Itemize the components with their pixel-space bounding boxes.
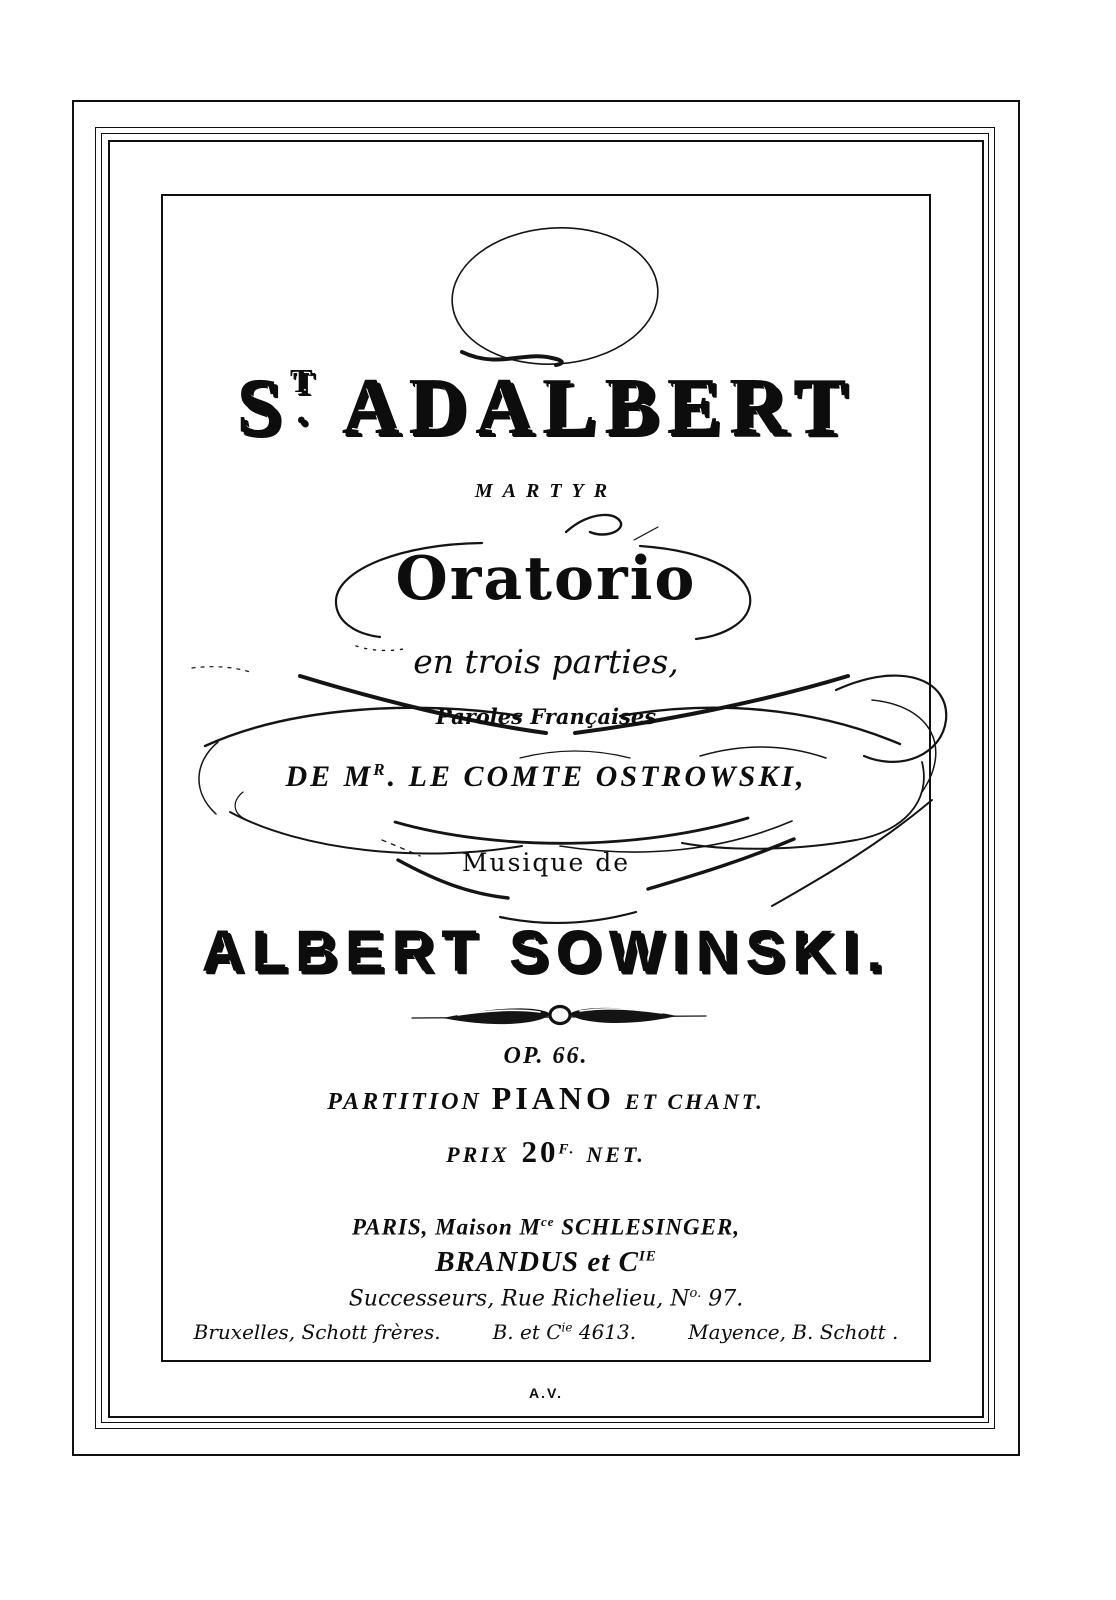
engraver-mark: A.V. bbox=[529, 1385, 563, 1401]
saint-superscript: T . bbox=[290, 363, 322, 433]
plate-number: B. et $C^{ie}$ 4613. bbox=[492, 1320, 637, 1344]
agent-brussels: Bruxelles, Schott frères. bbox=[193, 1320, 441, 1344]
agent-mainz: Mayence, B. Schott . bbox=[688, 1320, 899, 1344]
foreign-agents-line bbox=[161, 1320, 931, 1344]
publisher-brandus-line: BRANDUS et $C^{IE}$ bbox=[435, 1246, 657, 1278]
composer-name: ALBERT SOWINSKI. bbox=[201, 919, 891, 984]
parts-line: en trois parties, bbox=[413, 642, 679, 681]
librettist-line: DE $M^R$. LE COMTE OSTROWSKI, bbox=[285, 760, 807, 793]
music-by-line: Musique de bbox=[461, 848, 631, 877]
work-type: Oratorio bbox=[395, 544, 697, 614]
publisher-paris-line: PARIS, Maison $M^{ce}$ SCHLESINGER, bbox=[351, 1214, 741, 1240]
subtitle-martyr: MARTYR bbox=[474, 480, 618, 502]
title-name: ADALBERT bbox=[341, 363, 856, 451]
publisher-address-line: Successeurs, Rue Richelieu, $N^{o.}$ 97. bbox=[348, 1286, 744, 1312]
lyrics-language-line: Paroles Françaises bbox=[435, 704, 657, 729]
opus-number: OP. 66. bbox=[503, 1043, 589, 1069]
format-line: PARTITION PIANO ET CHANT. bbox=[327, 1080, 765, 1116]
page-title bbox=[161, 362, 931, 453]
price-line: PRIX $20^{F.}$ NET. bbox=[446, 1134, 646, 1169]
title-page-content bbox=[161, 194, 931, 1362]
saint-abbrev: S bbox=[236, 363, 291, 451]
